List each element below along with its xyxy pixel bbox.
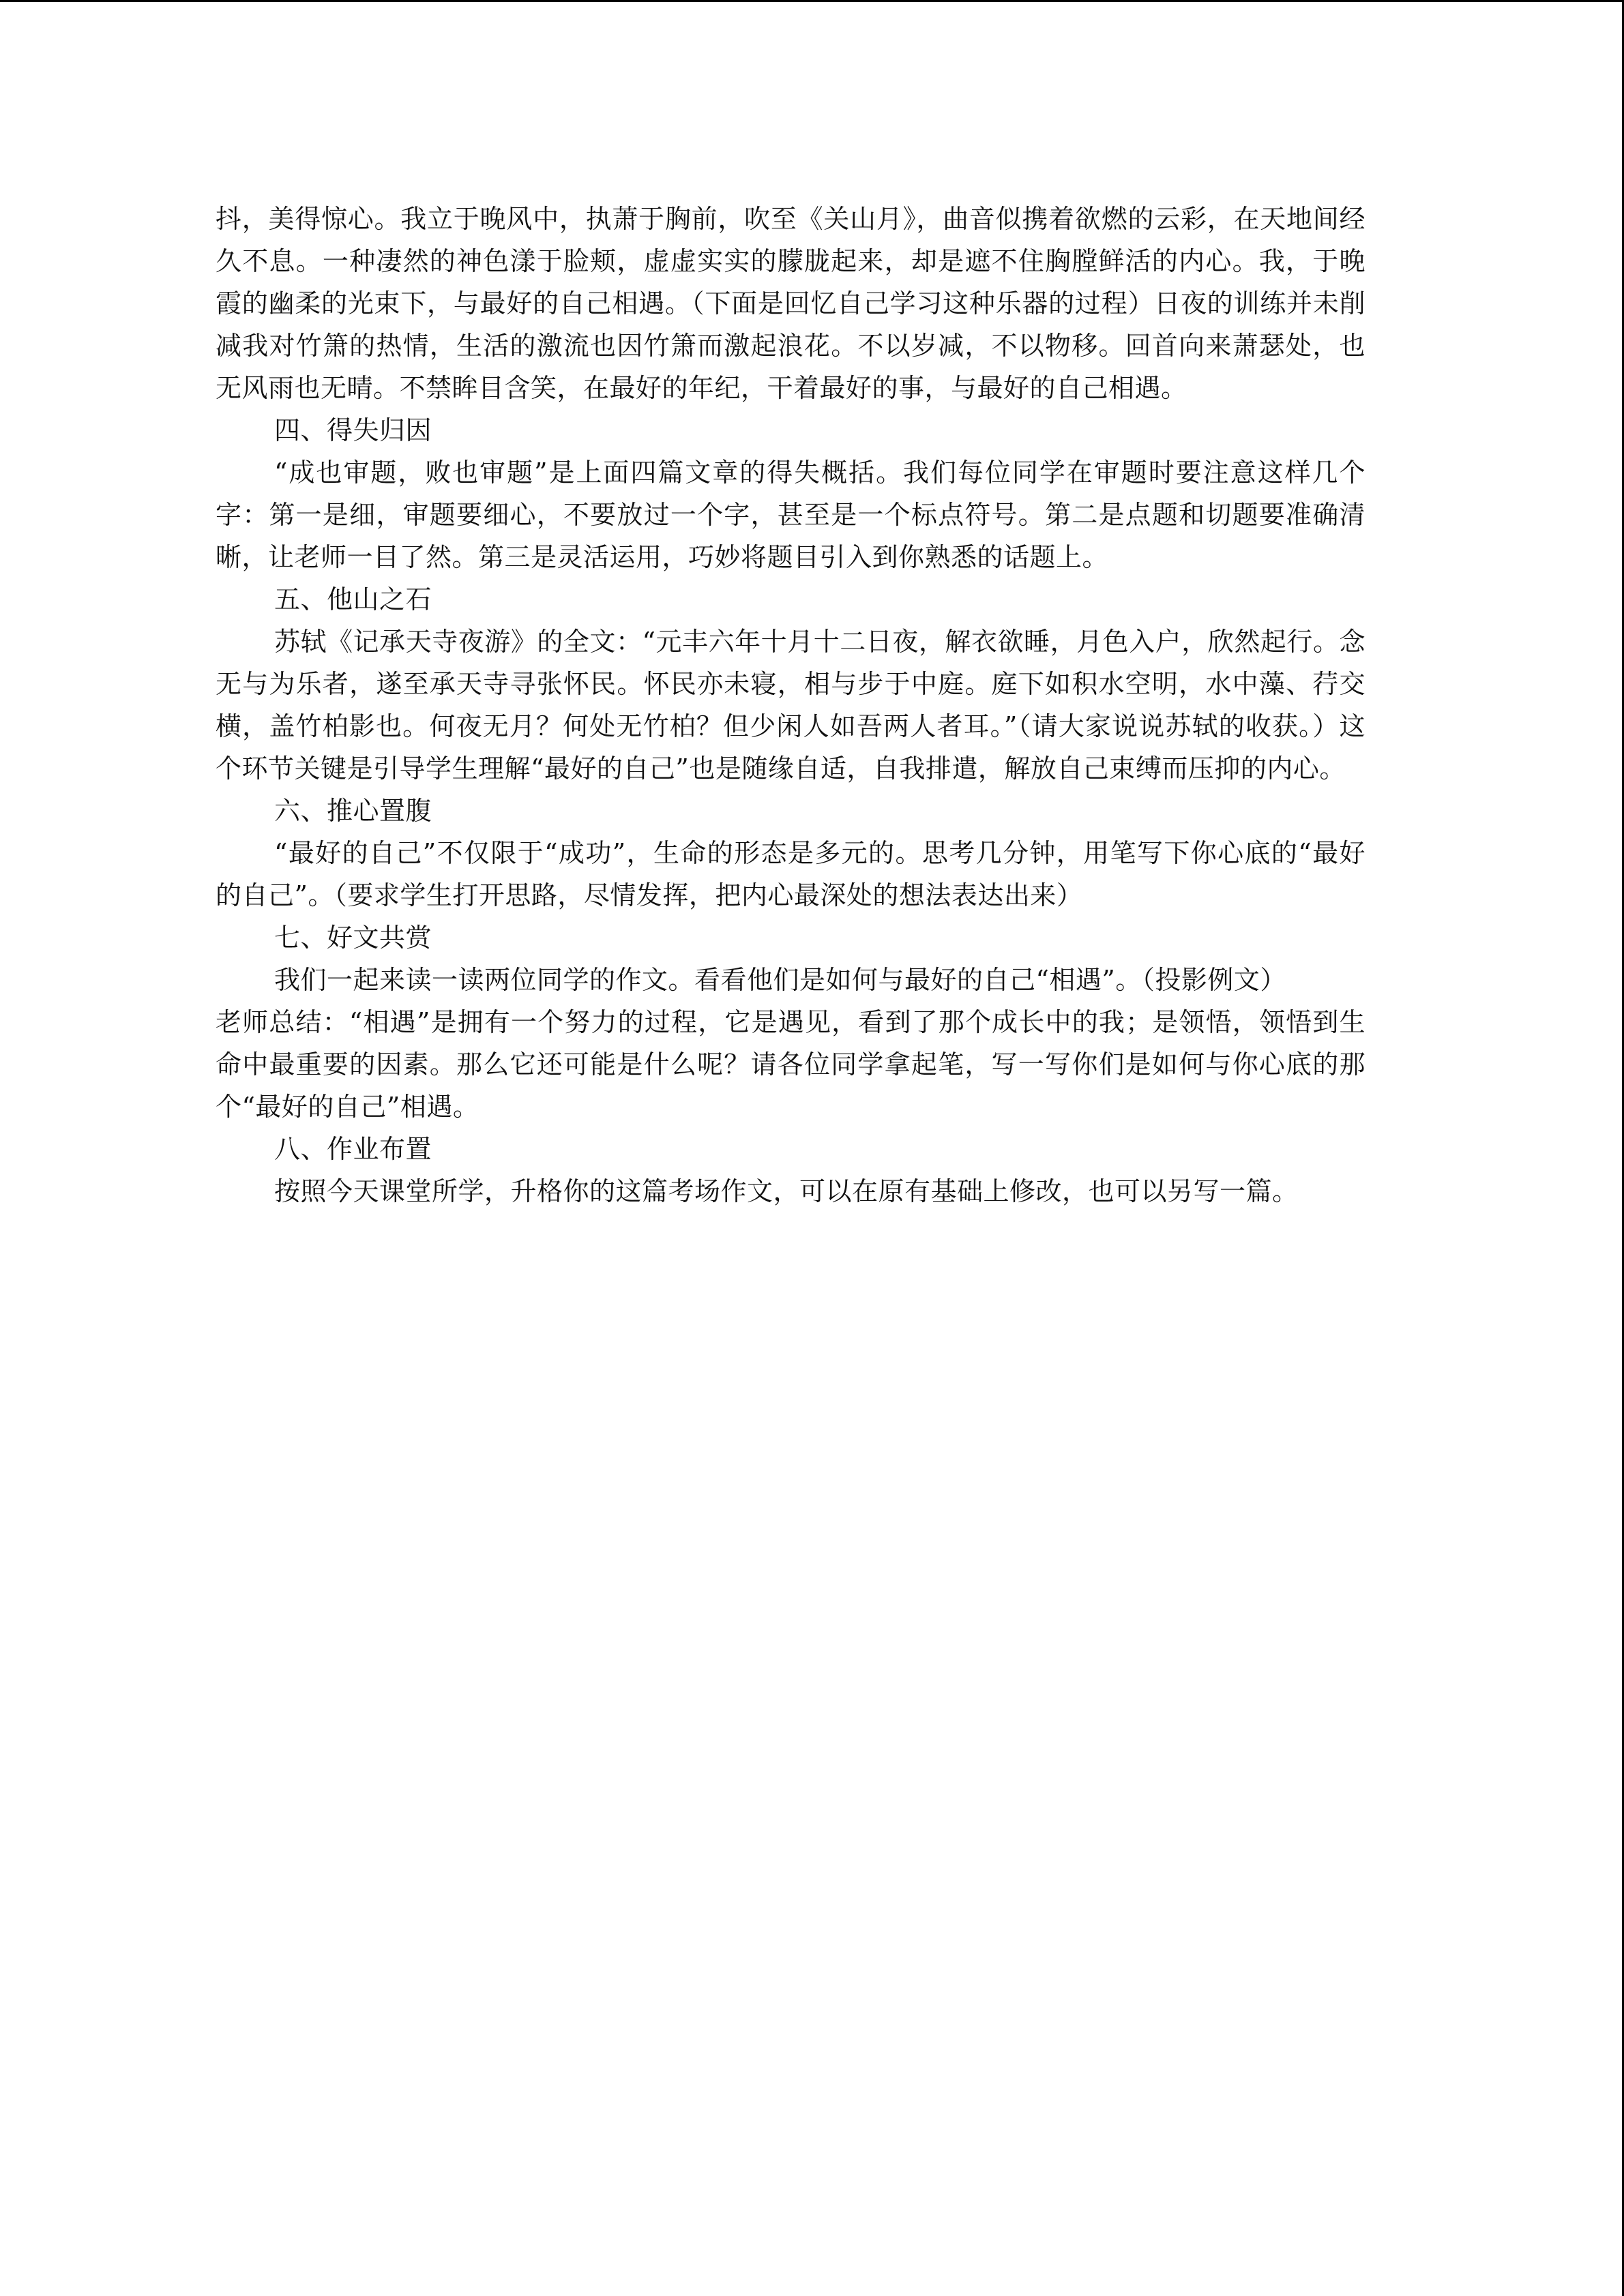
section-heading-6: 六、推心置腹 [274,796,432,826]
section-heading-5: 五、他山之石 [274,584,432,614]
paragraph-intro-continuation: 抖，美得惊心。我立于晚风中，执萧于胸前，吹至《关山月》，曲音似携着欲燃的云彩，在天地间经久不息。一种凄然的神色漾于脸颊，虚虚实实的朦胧起来，却是遮不住胸膛鲜活的内心。我，于晚霞的幽柔的光束下，与最好的自己相遇。（下面是回忆自己学习这种乐器的过程）日夜的训练并未削减我对竹箫的热情，生活的激流也因竹箫而激起浪花。不以岁减，不以物移。回首向来萧瑟处，也无风雨也无晴。不禁眸目含笑，在最好的年纪，干着最好的事，与最好的自己相遇。 [216,204,1365,403]
section-heading-4: 四、得失归因 [274,415,432,445]
paragraph-analysis: “成也审题，败也审题”是上面四篇文章的得失概括。我们每位同学在审题时要注意这样几个字：第一是细，审题要细心，不要放过一个字，甚至是一个标点符号。第二是点题和切题要准确清晰，让老师一目了然。第三是灵活运用，巧妙将题目引入到你熟悉的话题上。 [216,458,1365,572]
section-heading-8: 八、作业布置 [274,1134,432,1164]
paragraph-best-self: “最好的自己”不仅限于“成功”，生命的形态是多元的。思考几分钟，用笔写下你心底的“最好的自己”。（要求学生打开思路，尽情发挥，把内心最深处的想法表达出来） [216,838,1365,910]
page-top-border [0,0,1624,2]
paragraph-read-essays: 我们一起来读一读两位同学的作文。看看他们是如何与最好的自己“相遇”。（投影例文） [274,965,1286,995]
paragraph-teacher-summary: 老师总结：“相遇”是拥有一个努力的过程，它是遇见，看到了那个成长中的我；是领悟，领悟到生命中最重要的因素。那么它还可能是什么呢？请各位同学拿起笔，写一写你们是如何与你心底的那个“最好的自己”相遇。 [216,1007,1365,1122]
paragraph-su-shi: 苏轼《记承天寺夜游》的全文：“元丰六年十月十二日夜，解衣欲睡，月色入户，欣然起行。念无与为乐者，遂至承天寺寻张怀民。怀民亦未寝，相与步于中庭。庭下如积水空明，水中藻、荇交横，盖竹柏影也。何夜无月？何处无竹柏？但少闲人如吾两人者耳。”（请大家说说苏轼的收获。）这个环节关键是引导学生理解“最好的自己”也是随缘自适，自我排遣，解放自己束缚而压抑的内心。 [216,627,1365,784]
paragraph-homework: 按照今天课堂所学，升格你的这篇考场作文，可以在原有基础上修改，也可以另写一篇。 [274,1176,1299,1206]
section-heading-7: 七、好文共赏 [274,923,432,953]
document-body [216,198,1365,1212]
